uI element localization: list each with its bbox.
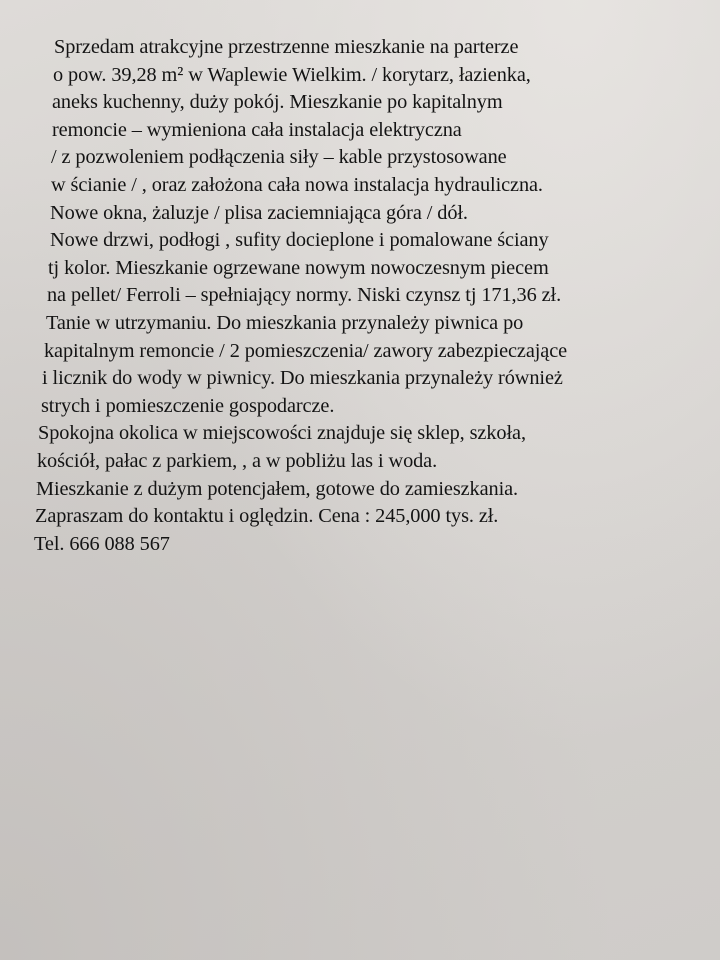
text-line: remoncie – wymieniona cała instalacja elektryczna xyxy=(52,118,462,141)
text-line: strych i pomieszczenie gospodarcze. xyxy=(41,394,335,417)
text-line: kapitalnym remoncie / 2 pomieszczenia/ zawory zabezpieczające xyxy=(44,339,568,362)
text-line: tj kolor. Mieszkanie ogrzewane nowym nowoczesnym piecem xyxy=(48,256,549,279)
text-line: kościół, pałac z parkiem, , a w pobliżu las i woda. xyxy=(37,449,438,472)
text-line: / z pozwoleniem podłączenia siły – kable przystosowane xyxy=(51,146,507,169)
text-line: Sprzedam atrakcyjne przestrzenne mieszkanie na parterze xyxy=(54,36,519,58)
text-line: Zapraszam do kontaktu i oględzin. Cena : 245,000 tys. zł. xyxy=(35,505,499,528)
listing-text xyxy=(0,34,720,558)
phone-number-line: Tel. 666 088 567 xyxy=(34,532,170,555)
text-line: i licznik do wody w piwnicy. Do mieszkania przynależy również xyxy=(42,367,563,390)
text-line: Nowe okna, żaluzje / plisa zaciemniająca góra / dół. xyxy=(50,201,468,224)
text-line: Nowe drzwi, podłogi , sufity docieplone i pomalowane ściany xyxy=(50,229,549,252)
text-line: Mieszkanie z dużym potencjałem, gotowe do zamieszkania. xyxy=(36,477,519,500)
text-line: o pow. 39,28 m² w Waplewie Wielkim. / korytarz, łazienka, xyxy=(53,63,531,86)
text-line: w ścianie / , oraz założona cała nowa instalacja hydrauliczna. xyxy=(51,173,543,196)
text-line: Tanie w utrzymaniu. Do mieszkania przynależy piwnica po xyxy=(46,311,524,334)
text-line: aneks kuchenny, duży pokój. Mieszkanie po kapitalnym xyxy=(52,91,503,114)
text-line: Spokojna okolica w miejscowości znajduje się sklep, szkoła, xyxy=(38,422,526,445)
text-line: na pellet/ Ferroli – spełniający normy. Niski czynsz tj 171,36 zł. xyxy=(47,284,562,307)
